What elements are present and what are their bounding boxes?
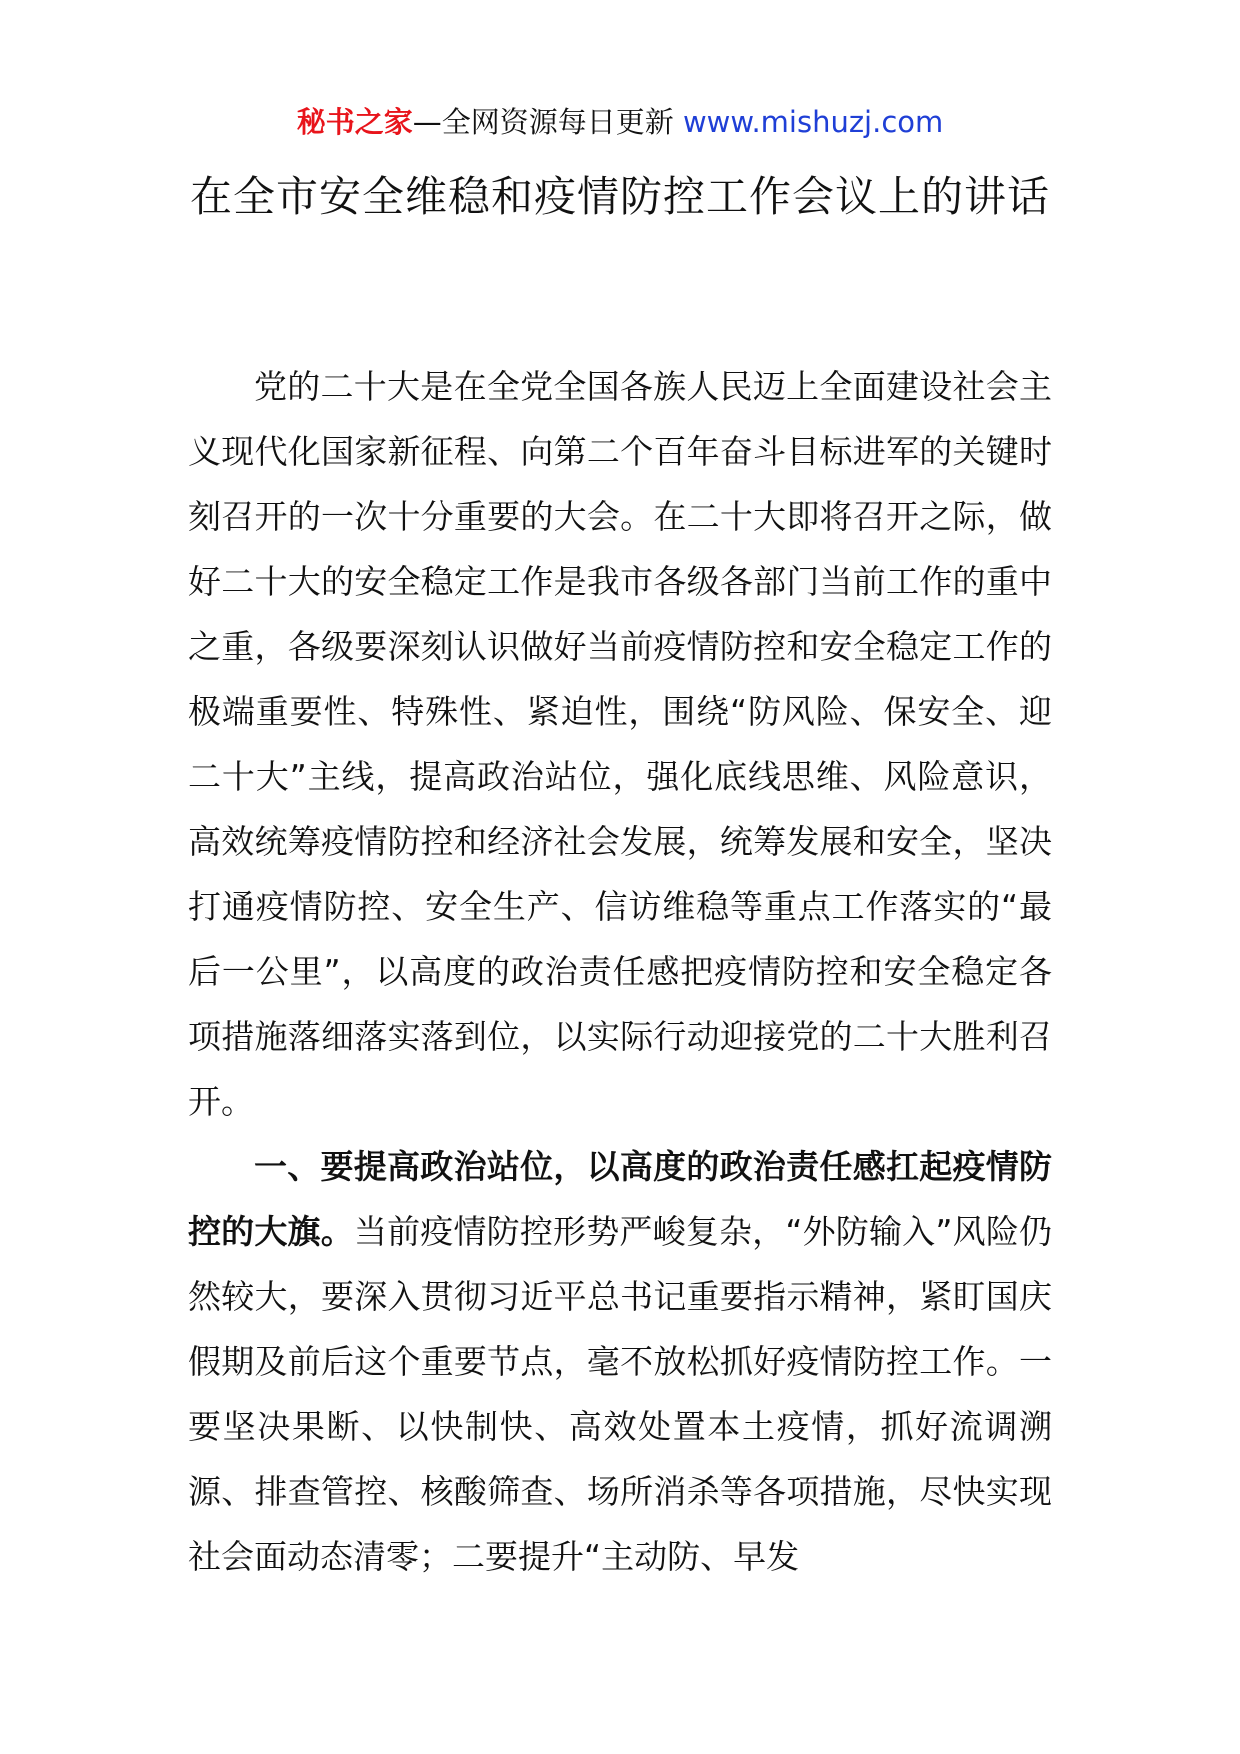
site-tagline: —全网资源每日更新 <box>412 105 674 139</box>
site-brand: 秘书之家 <box>296 105 413 139</box>
paragraph-text: 当前疫情防控形势严峻复杂，“外防输入”风险仍然较大，要深入贯彻习近平总书记重要指示精神，紧盯国庆假期及前后这个重要节点，毫不放松抓好疫情防控工作。一要坚决果断、以快制快、高效处置本土疫情，抓好流调溯源、排查管控、核酸筛查、场所消杀等各项措施，尽快实现社会面动态清零；二要提升“主动防、早发 <box>188 1212 1053 1576</box>
paragraph-intro <box>188 354 1052 1134</box>
document-body <box>188 354 1052 1589</box>
paragraph-lead: 一、要提高政治站位，以高度的政治责任感扛起疫情防控的大旗。 <box>188 1147 1052 1251</box>
document-title: 在全市安全维稳和疫情防控工作会议上的讲话 <box>189 172 1050 221</box>
paragraph-text: 党的二十大是在全党全国各族人民迈上全面建设社会主义现代化国家新征程、向第二个百年奋斗目标进军的关键时刻召开的一次十分重要的大会。在二十大即将召开之际，做好二十大的安全稳定工作是我市各级各部门当前工作的重中之重，各级要深刻认识做好当前疫情防控和安全稳定工作的极端重要性、特殊性、紧迫性，围绕“防风险、保安全、迎二十大”主线，提高政治站位，强化底线思维、风险意识，高效统筹疫情防控和经济社会发展，统筹发展和安全，坚决打通疫情防控、安全生产、信访维稳等重点工作落实的“最后一公里”，以高度的政治责任感把疫情防控和安全稳定各项措施落细落实落到位，以实际行动迎接党的二十大胜利召开。 <box>188 367 1052 1121</box>
site-url-link[interactable]: www.mishuzj.com <box>682 105 944 139</box>
site-header <box>0 100 1240 144</box>
paragraph-section-one <box>188 1134 1052 1589</box>
